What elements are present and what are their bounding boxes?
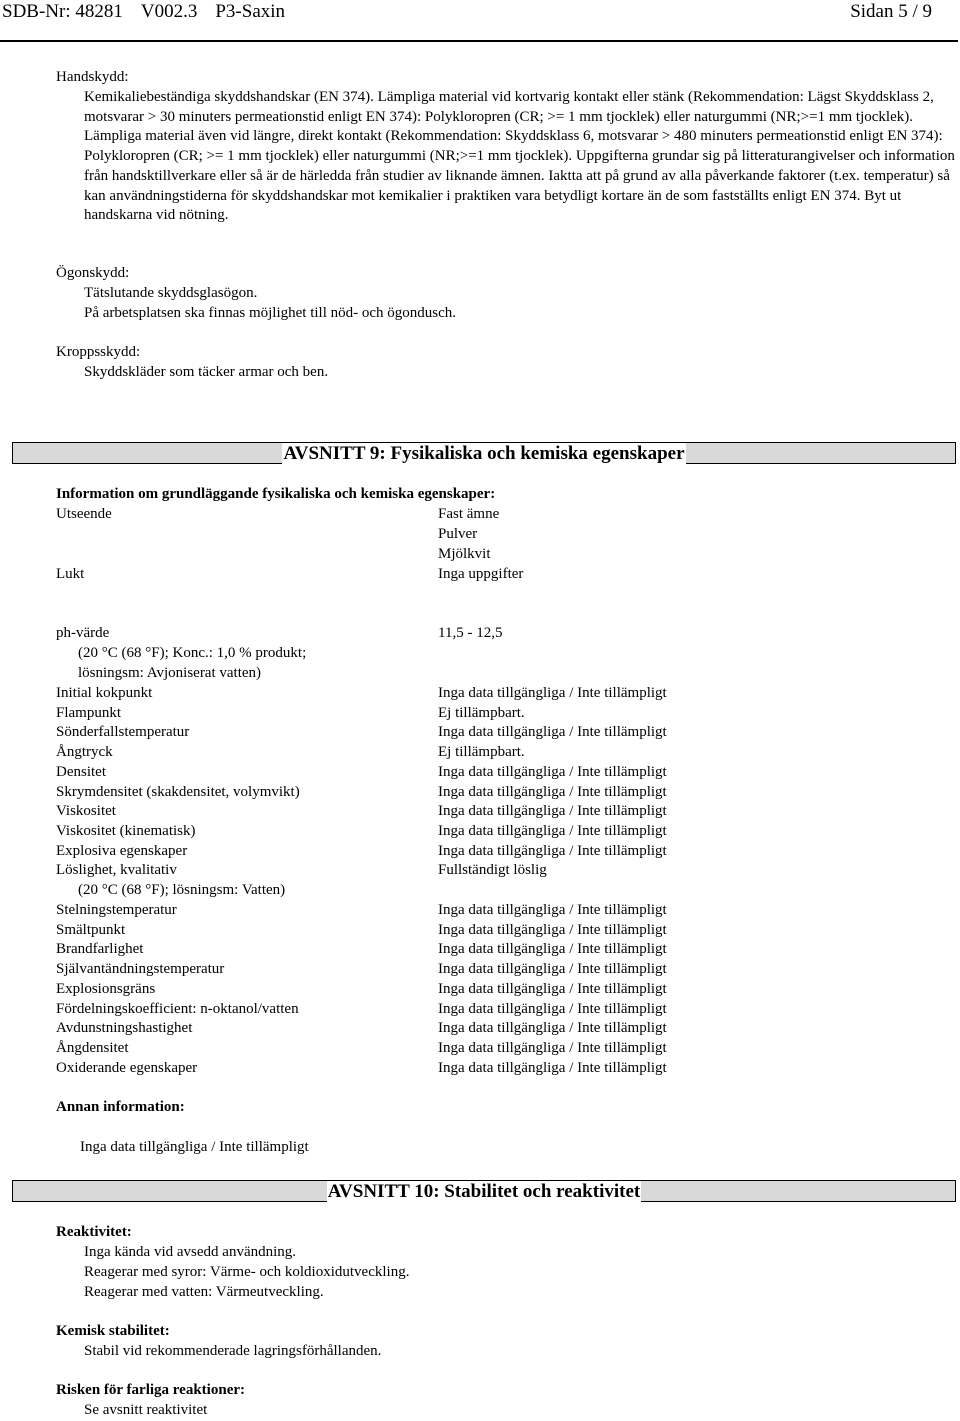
- property-row: [56, 802, 936, 822]
- property-label: Stelningstemperatur: [56, 902, 177, 918]
- property-row: [56, 1019, 936, 1039]
- property-row: [56, 1039, 936, 1059]
- property-value: Inga data tillgängliga / Inte tillämpligt: [438, 763, 667, 780]
- section-10-title: AVSNITT 10: Stabilitet och reaktivitet: [327, 1181, 641, 1202]
- chemical-stability-text: Stabil vid rekommenderade lagringsförhållanden.: [84, 1343, 382, 1359]
- property-value: Inga data tillgängliga / Inte tillämpligt: [438, 1020, 667, 1037]
- property-label: Skrymdensitet (skakdensitet, volymvikt): [56, 783, 300, 800]
- solubility-note: (20 °C (68 °F); lösningsm: Vatten): [78, 882, 286, 898]
- eye-protection-line-1: Tätslutande skyddsglasögon.: [84, 285, 258, 301]
- property-label: Flampunkt: [56, 704, 122, 721]
- property-value: Inga data tillgängliga / Inte tillämpligt: [438, 724, 667, 741]
- appearance-value-3: Mjölkvit: [438, 546, 491, 562]
- property-value: Inga data tillgängliga / Inte tillämpligt: [438, 941, 667, 958]
- ph-label: ph-värde: [56, 625, 110, 641]
- property-row: [56, 763, 936, 783]
- page-number: Sidan 5 / 9: [850, 1, 932, 22]
- property-label: Fördelningskoefficient: n-oktanol/vatten: [56, 1000, 299, 1017]
- property-label: Avdunstningshastighet: [56, 1020, 193, 1037]
- property-value: Inga data tillgängliga / Inte tillämpligt: [438, 1059, 667, 1076]
- appearance-label: Utseende: [56, 506, 112, 522]
- property-row: [56, 1059, 936, 1079]
- property-value: Ej tillämpbart.: [438, 704, 525, 721]
- section-9-bar: [12, 442, 956, 464]
- property-value: Inga data tillgängliga / Inte tillämpligt: [438, 783, 667, 800]
- basic-properties-heading: Information om grundläggande fysikaliska och kemiska egenskaper:: [56, 486, 496, 502]
- property-row: [56, 783, 936, 803]
- property-row: [56, 704, 936, 724]
- property-value: Inga data tillgängliga / Inte tillämpligt: [438, 685, 667, 701]
- header-left: [2, 0, 303, 24]
- appearance-value-2: Pulver: [438, 526, 478, 542]
- property-label: Viskositet: [56, 803, 116, 820]
- body-protection-line-1: Skyddskläder som täcker armar och ben.: [84, 364, 329, 380]
- property-row: [56, 901, 936, 921]
- ph-value: 11,5 - 12,5: [438, 625, 503, 641]
- other-info-heading: Annan information:: [56, 1099, 185, 1115]
- property-value: Inga data tillgängliga / Inte tillämpligt: [438, 921, 667, 938]
- property-value: Fullständigt löslig: [438, 862, 547, 879]
- property-value: Inga data tillgängliga / Inte tillämpligt: [438, 822, 667, 839]
- property-label: Initial kokpunkt: [56, 685, 153, 701]
- property-row: [56, 743, 936, 763]
- section-10-bar: [12, 1180, 956, 1202]
- reactivity-heading: Reaktivitet:: [56, 1224, 132, 1240]
- property-label: Explosionsgräns: [56, 980, 156, 997]
- hazardous-reactions-heading: Risken för farliga reaktioner:: [56, 1382, 246, 1398]
- property-row: [56, 921, 936, 941]
- other-info-text: Inga data tillgängliga / Inte tillämpligt: [80, 1139, 309, 1155]
- property-label: Sönderfallstemperatur: [56, 724, 190, 741]
- appearance-value-1: Fast ämne: [438, 506, 500, 522]
- section-9-title: AVSNITT 9: Fysikaliska och kemiska egenskaper: [283, 443, 685, 464]
- property-row: [56, 822, 936, 842]
- ph-note-1: (20 °C (68 °F); Konc.: 1,0 % produkt;: [78, 645, 307, 661]
- property-value: Inga data tillgängliga / Inte tillämpligt: [438, 980, 667, 997]
- eye-protection-heading: Ögonskydd:: [56, 265, 130, 281]
- property-value: Inga data tillgängliga / Inte tillämpligt: [438, 842, 667, 859]
- property-value: Inga data tillgängliga / Inte tillämpligt: [438, 902, 667, 918]
- property-value: Inga data tillgängliga / Inte tillämpligt: [438, 803, 667, 820]
- property-row: [56, 940, 936, 960]
- property-row: [56, 723, 936, 743]
- odor-value: Inga uppgifter: [438, 566, 524, 582]
- version: V002.3: [140, 1, 198, 22]
- property-row: [56, 1000, 936, 1020]
- property-value: Ej tillämpbart.: [438, 744, 525, 761]
- property-row: [56, 842, 936, 862]
- hand-protection-text: Kemikaliebeständiga skyddshandskar (EN 374). Lämpliga material vid kortvarig kontakt eller stänk (Rekommendation: Lägst Skyddsklass 2, motsvarar > 30 minuters permeationstid enligt EN 374): Polykloropren (CR; >= 1 mm tjocklek) eller naturgummi (NR;>=1 mm tjocklek). Lämpliga material även vid längre, direkt kontakt (Rekommendation: Skyddsklass 6, motsvarar > 480 minuters permeationstid enligt EN 374): Polykloropren (CR; >= 1 mm tjocklek) eller naturgummi (NR;>=1 mm tjocklek). Uppgifterna grundar sig på litteraturangivelser och information från handsktillverkare eller så är de härledda från studier av liknande ämnen. Iaktta att på grund av alla påverkande faktorer (t.ex. temperatur) så kan användningstiderna för skyddshandskar mot kemikalier i praktiken vara betydligt kortare än de som fastställts enligt EN 374. Byt ut handskarna vid nötning.: [84, 89, 955, 224]
- property-value: Inga data tillgängliga / Inte tillämpligt: [438, 1000, 667, 1017]
- product-name: P3-Saxin: [215, 1, 286, 22]
- sdb-number: SDB-Nr: 48281: [2, 1, 123, 22]
- property-row: [56, 861, 936, 881]
- reactivity-line-3: Reagerar med vatten: Värmeutveckling.: [84, 1284, 324, 1300]
- header-divider: [0, 40, 958, 42]
- chemical-stability-heading: Kemisk stabilitet:: [56, 1323, 170, 1339]
- body-protection-heading: Kroppsskydd:: [56, 344, 141, 360]
- reactivity-line-2: Reagerar med syror: Värme- och koldioxidutveckling.: [84, 1264, 410, 1280]
- property-label: Densitet: [56, 763, 106, 780]
- property-label: Ångdensitet: [56, 1039, 129, 1056]
- property-label: Oxiderande egenskaper: [56, 1059, 198, 1076]
- page-header: [0, 0, 960, 34]
- property-value: Inga data tillgängliga / Inte tillämpligt: [438, 961, 667, 978]
- property-row: [56, 960, 936, 980]
- hand-protection-heading: Handskydd:: [56, 69, 129, 85]
- property-row: [56, 980, 936, 1000]
- property-label: Löslighet, kvalitativ: [56, 862, 177, 879]
- property-label: Brandfarlighet: [56, 941, 144, 958]
- reactivity-line-1: Inga kända vid avsedd användning.: [84, 1244, 297, 1260]
- property-label: Ångtryck: [56, 744, 113, 761]
- eye-protection-line-2: På arbetsplatsen ska finnas möjlighet till nöd- och ögondusch.: [84, 305, 457, 321]
- property-row: [56, 684, 936, 704]
- property-label: Viskositet (kinematisk): [56, 822, 196, 839]
- property-label: Explosiva egenskaper: [56, 842, 188, 859]
- hazardous-reactions-text: Se avsnitt reaktivitet: [84, 1402, 208, 1418]
- property-value: Inga data tillgängliga / Inte tillämpligt: [438, 1039, 667, 1056]
- ph-note-2: lösningsm: Avjoniserat vatten): [78, 665, 262, 681]
- odor-label: Lukt: [56, 566, 85, 582]
- property-label: Självantändningstemperatur: [56, 961, 225, 978]
- property-label: Smältpunkt: [56, 921, 126, 938]
